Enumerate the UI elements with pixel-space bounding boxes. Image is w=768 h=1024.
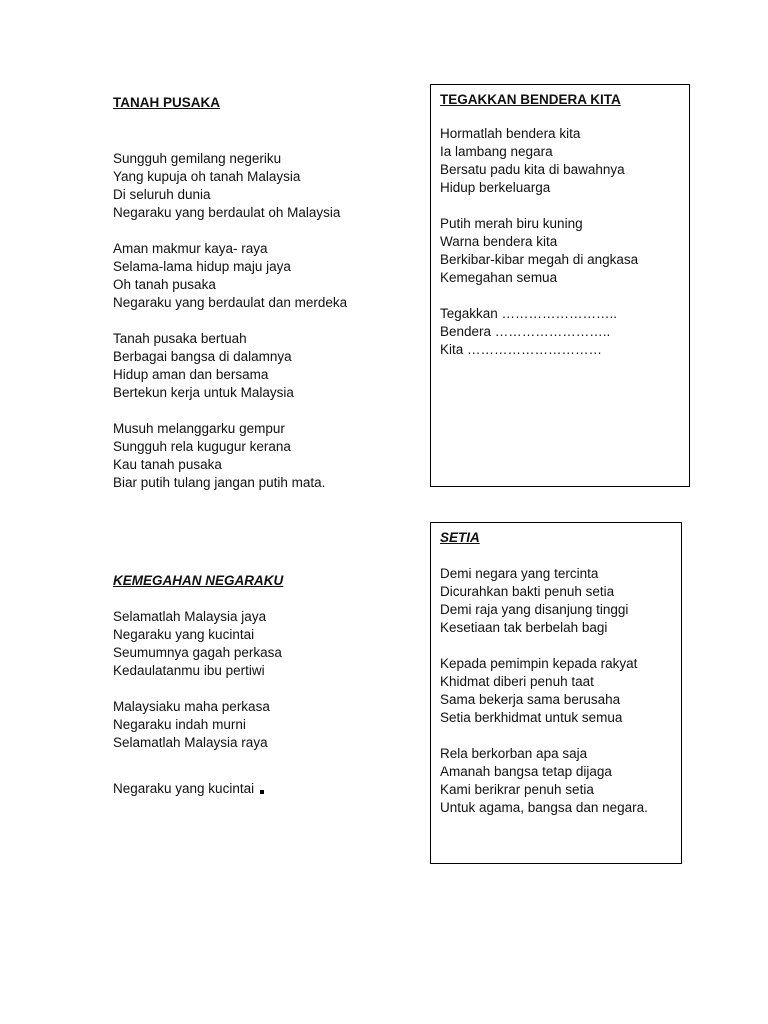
stanza	[440, 125, 638, 197]
stanza	[113, 420, 347, 492]
poem-line: Musuh melanggarku gempur	[113, 421, 285, 436]
poem-line: Hidup aman dan bersama	[113, 367, 269, 382]
stanza	[440, 215, 638, 287]
poem-line: Khidmat diberi penuh taat	[440, 674, 594, 689]
stanza	[440, 745, 648, 817]
poem-line: Kita …………………………	[440, 342, 603, 357]
poem-line: Hormatlah bendera kita	[440, 126, 581, 141]
stanza	[113, 608, 283, 680]
poem-line: Bendera ……………………..	[440, 324, 611, 339]
poem-final-line	[113, 780, 283, 798]
stanza	[113, 330, 347, 402]
poem-line: Selamatlah Malaysia jaya	[113, 609, 267, 624]
poem-title: SETIA	[440, 530, 480, 545]
poem-line: Amanah bangsa tetap dijaga	[440, 764, 612, 779]
poem-line: Sungguh rela kugugur kerana	[113, 439, 291, 454]
poem-kemegahan-negaraku	[113, 572, 283, 798]
poem-line: Tegakkan ……………………..	[440, 306, 618, 321]
poem-setia	[440, 529, 648, 817]
poem-line: Yang kupuja oh tanah Malaysia	[113, 169, 301, 184]
stanza	[440, 655, 648, 727]
poem-line: Seumumnya gagah perkasa	[113, 645, 282, 660]
poem-line: Kau tanah pusaka	[113, 457, 222, 472]
poem-line: Setia berkhidmat untuk semua	[440, 710, 623, 725]
poem-line: Negaraku indah murni	[113, 717, 246, 732]
poem-line: Malaysiaku maha perkasa	[113, 699, 270, 714]
poem-line: Bersatu padu kita di bawahnya	[440, 162, 625, 177]
stanza	[113, 150, 347, 222]
stanza	[113, 698, 283, 752]
poem-line: Ia lambang negara	[440, 144, 553, 159]
poem-line: Selama-lama hidup maju jaya	[113, 259, 291, 274]
poem-line: Untuk agama, bangsa dan negara.	[440, 800, 648, 815]
poem-line: Berkibar-kibar megah di angkasa	[440, 252, 639, 267]
poem-line: Kemegahan semua	[440, 270, 558, 285]
poem-line: Selamatlah Malaysia raya	[113, 735, 268, 750]
poem-tegakkan-bendera-kita	[440, 91, 638, 359]
poem-line: Sungguh gemilang negeriku	[113, 151, 282, 166]
poem-title: KEMEGAHAN NEGARAKU	[113, 573, 284, 588]
poem-tanah-pusaka	[113, 94, 347, 492]
poem-title: TEGAKKAN BENDERA KITA	[440, 92, 621, 107]
poem-line: Berbagai bangsa di dalamnya	[113, 349, 292, 364]
poem-line: Rela berkorban apa saja	[440, 746, 588, 761]
stanza	[440, 565, 648, 637]
poem-line: Warna bendera kita	[440, 234, 558, 249]
poem-line: Biar putih tulang jangan putih mata.	[113, 475, 326, 490]
poem-box-setia	[430, 522, 682, 864]
poem-line: Hidup berkeluarga	[440, 180, 551, 195]
poem-line: Tanah pusaka bertuah	[113, 331, 247, 346]
poem-line: Kepada pemimpin kepada rakyat	[440, 656, 638, 671]
poem-line: Demi negara yang tercinta	[440, 566, 599, 581]
poem-line: Oh tanah pusaka	[113, 277, 216, 292]
poem-line: Demi raja yang disanjung tinggi	[440, 602, 629, 617]
poem-box-tegakkan-bendera-kita	[430, 84, 690, 487]
poem-line: Dicurahkan bakti penuh setia	[440, 584, 615, 599]
poem-line: Negaraku yang berdaulat dan merdeka	[113, 295, 348, 310]
poem-line: Putih merah biru kuning	[440, 216, 583, 231]
stanza	[113, 240, 347, 312]
poem-line: Negaraku yang kucintai	[113, 781, 255, 796]
poem-line: Kesetiaan tak berbelah bagi	[440, 620, 608, 635]
poem-line: Bertekun kerja untuk Malaysia	[113, 385, 294, 400]
poem-line: Negaraku yang berdaulat oh Malaysia	[113, 205, 341, 220]
poem-title: TANAH PUSAKA	[113, 95, 220, 110]
poem-line: Negaraku yang kucintai	[113, 627, 255, 642]
bullet-dot-icon	[260, 790, 264, 794]
poem-line: Kedaulatanmu ibu pertiwi	[113, 663, 265, 678]
poem-line: Kami berikrar penuh setia	[440, 782, 594, 797]
poem-line: Di seluruh dunia	[113, 187, 211, 202]
poem-line: Sama bekerja sama berusaha	[440, 692, 621, 707]
poem-line: Aman makmur kaya- raya	[113, 241, 268, 256]
stanza	[440, 305, 638, 359]
